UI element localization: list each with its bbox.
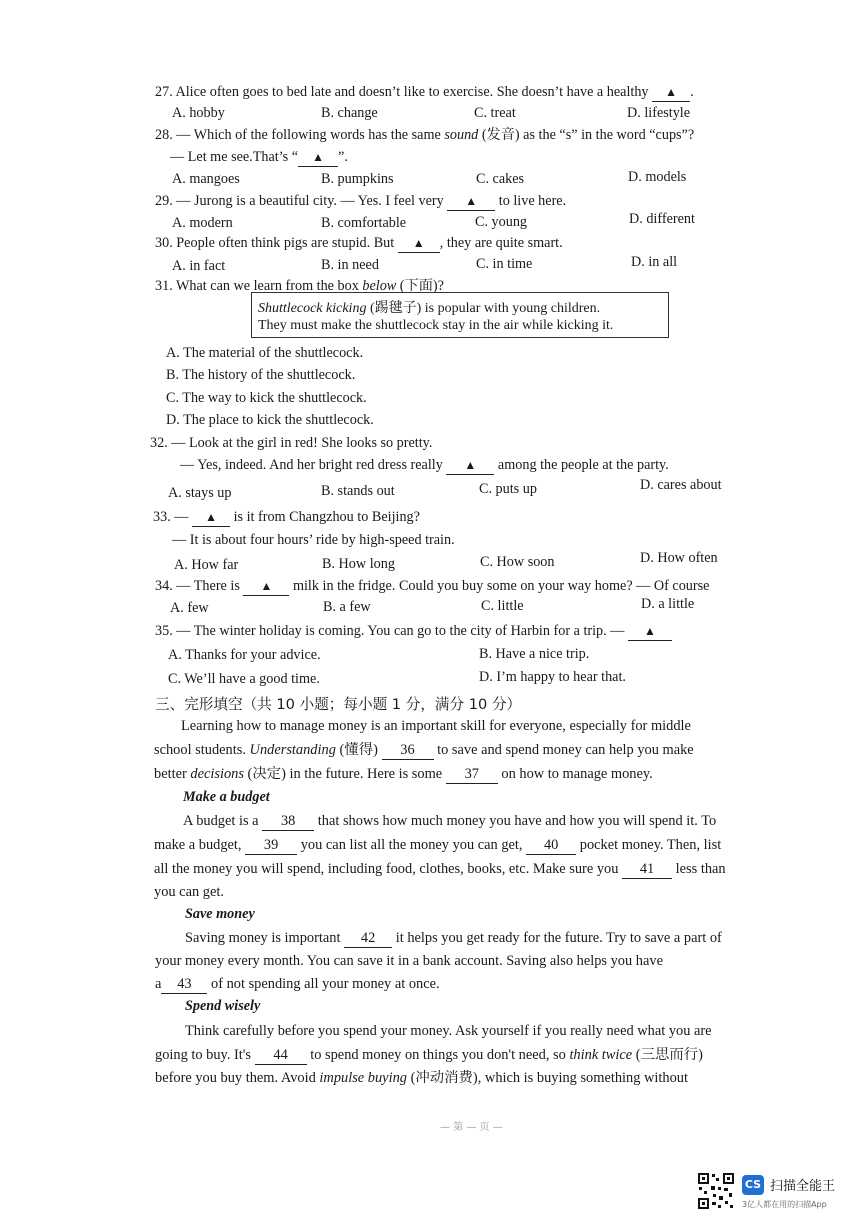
- p3-l3b: of not spending all your money at once.: [211, 976, 440, 992]
- passage-p2-line3: [154, 860, 726, 879]
- q31-text: 31. What can we learn from the box: [155, 278, 359, 294]
- p1-l3-italic: decisions: [190, 766, 244, 782]
- q28-option-c[interactable]: C. cakes: [476, 171, 525, 187]
- q34-blank: ▲: [243, 577, 289, 596]
- p1-l3c: on how to manage money.: [501, 766, 653, 782]
- q28-line2b: ”.: [338, 149, 348, 165]
- q35-blank: ▲: [628, 622, 672, 641]
- q35-option-d[interactable]: D. I’m happy to hear that.: [479, 669, 626, 685]
- q28-line2: [170, 148, 348, 167]
- q32-stem: 32. — Look at the girl in red! She looks so pretty.: [150, 435, 433, 451]
- q28-option-d[interactable]: D. models: [628, 169, 687, 185]
- brand-name: 扫描全能王: [770, 1179, 836, 1194]
- q27-text: 27. Alice often goes to bed late and doesn’t like to exercise. She doesn’t have a healthy: [155, 84, 649, 100]
- q35-option-a[interactable]: A. Thanks for your advice.: [168, 647, 321, 663]
- q31-option-b[interactable]: B. The history of the shuttlecock.: [166, 367, 356, 383]
- q29-stem: [155, 192, 566, 211]
- cloze-blank-38[interactable]: 38: [262, 812, 314, 831]
- passage-p3-line1: [185, 929, 722, 948]
- passage-p2-line1: [183, 812, 716, 831]
- cloze-blank-44[interactable]: 44: [255, 1046, 307, 1065]
- cloze-blank-40[interactable]: 40: [526, 836, 576, 855]
- q32-option-a[interactable]: A. stays up: [168, 485, 232, 501]
- q31-box-text1: (踢毽子) is popular with young children.: [369, 301, 601, 316]
- cloze-blank-36[interactable]: 36: [382, 741, 434, 760]
- q31-option-a[interactable]: A. The material of the shuttlecock.: [166, 345, 364, 361]
- p2-l2c: pocket money. Then, list: [579, 837, 722, 853]
- q33-stem: [153, 508, 420, 527]
- q35-text: 35. — The winter holiday is coming. You can go to the city of Harbin for a trip. —: [155, 623, 625, 639]
- q34-option-a[interactable]: A. few: [170, 600, 209, 616]
- q35-option-c[interactable]: C. We’ll have a good time.: [168, 671, 320, 687]
- q33-option-d[interactable]: D. How often: [640, 550, 718, 566]
- q29-text: 29. — Jurong is a beautiful city. — Yes. I feel very: [155, 193, 444, 209]
- q27-option-d[interactable]: D. lifestyle: [627, 105, 691, 121]
- q29-option-d[interactable]: D. different: [629, 211, 695, 227]
- q31-box-line2: They must make the shuttlecock stay in the air while kicking it.: [258, 318, 614, 333]
- q33-line2: — It is about four hours’ ride by high-speed train.: [172, 532, 455, 548]
- p4-l2b: to spend money on things you don't need, so: [310, 1047, 566, 1063]
- p1-l2c: to save and spend money can help you make: [437, 742, 694, 758]
- q32-blank: ▲: [446, 456, 494, 475]
- q28-text2: (发音) as the “s” in the word “cups”?: [481, 127, 695, 143]
- q29-option-a[interactable]: A. modern: [172, 215, 233, 231]
- cloze-blank-37[interactable]: 37: [446, 765, 498, 784]
- p2-l1b: that shows how much money you have and how you will spend it. To: [317, 813, 717, 829]
- q34-option-d[interactable]: D. a little: [641, 596, 695, 612]
- q35-stem: [155, 622, 672, 641]
- q32-line2a: — Yes, indeed. And her bright red dress really: [180, 457, 443, 473]
- cloze-blank-42[interactable]: 42: [344, 929, 392, 948]
- passage-p2-line2: [154, 836, 721, 855]
- passage-p3-line3: [155, 975, 440, 994]
- q34-option-b[interactable]: B. a few: [323, 599, 371, 615]
- q28-option-a[interactable]: A. mangoes: [172, 171, 240, 187]
- passage-p1-line1: Learning how to manage money is an important skill for everyone, especially for middle: [181, 718, 691, 734]
- q32-line2b: among the people at the party.: [497, 457, 669, 473]
- q31-box-line1: [258, 297, 600, 317]
- p1-l2-italic: Understanding: [249, 742, 336, 758]
- q32-option-b[interactable]: B. stands out: [321, 483, 395, 499]
- q28-line2a: — Let me see.That’s “: [170, 149, 299, 165]
- p1-l2b: (懂得): [339, 742, 378, 758]
- q28-sound: sound: [444, 127, 479, 143]
- q28-blank: ▲: [298, 148, 338, 167]
- q29-end: to live here.: [498, 193, 567, 209]
- page-marker: — 第 — 页 —: [440, 1122, 503, 1133]
- heading-spend-wisely: Spend wisely: [185, 998, 261, 1014]
- p3-l1a: Saving money is important: [185, 930, 341, 946]
- q29-option-c[interactable]: C. young: [475, 214, 528, 230]
- q32-option-d[interactable]: D. cares about: [640, 477, 722, 493]
- p4-l3a: before you buy them. Avoid: [155, 1070, 316, 1086]
- p1-l3a: better: [154, 766, 187, 782]
- passage-p4-line3: [155, 1069, 688, 1087]
- q30-option-d[interactable]: D. in all: [631, 254, 678, 270]
- passage-p1-line2: [154, 741, 694, 760]
- passage-p4-line1: Think carefully before you spend your money. Ask yourself if you really need what you are: [185, 1023, 712, 1039]
- section-3-heading: 三、完形填空（共 10 小题；每小题 1 分，满分 10 分）: [155, 696, 522, 713]
- q34-stem: [155, 577, 709, 596]
- p4-l3b: (冲动消费), which is buying something without: [410, 1070, 688, 1086]
- q30-stem: [155, 234, 563, 253]
- p1-l2a: school students.: [154, 742, 246, 758]
- q30-blank: ▲: [398, 234, 440, 253]
- p1-l3b: (决定) in the future. Here is some: [247, 766, 443, 782]
- p4-l3-italic: impulse buying: [319, 1070, 407, 1086]
- q32-option-c[interactable]: C. puts up: [479, 481, 537, 497]
- p3-l1b: it helps you get ready for the future. Try to save a part of: [395, 930, 722, 946]
- q33-option-b[interactable]: B. How long: [322, 556, 395, 572]
- q27-blank: ▲: [652, 83, 690, 102]
- q30-option-c[interactable]: C. in time: [476, 256, 533, 272]
- q34-option-c[interactable]: C. little: [481, 598, 524, 614]
- q30-option-a[interactable]: A. in fact: [172, 258, 226, 274]
- p4-l2c: (三思而行): [635, 1047, 703, 1063]
- q34-text-b: milk in the fridge. Could you buy some on your way home? — Of course: [292, 578, 710, 594]
- q33-blank: ▲: [192, 508, 230, 527]
- q28-stem: [155, 126, 694, 144]
- q31-option-c[interactable]: C. The way to kick the shuttlecock.: [166, 390, 367, 406]
- heading-save-money: Save money: [185, 906, 255, 922]
- q30-text: 30. People often think pigs are stupid. But: [155, 235, 395, 251]
- q33-text-a: 33. —: [153, 509, 189, 525]
- p2-l3b: less than: [675, 861, 726, 877]
- p2-l1a: A budget is a: [183, 813, 259, 829]
- q28-option-b[interactable]: B. pumpkins: [321, 171, 394, 187]
- q35-option-b[interactable]: B. Have a nice trip.: [479, 646, 590, 662]
- q31-text2: (下面)?: [399, 278, 444, 294]
- p4-l2-italic: think twice: [569, 1047, 633, 1063]
- p2-l2a: make a budget,: [154, 837, 242, 853]
- cloze-blank-39[interactable]: 39: [245, 836, 297, 855]
- brand-tagline: 3亿人都在用的扫描App: [742, 1200, 827, 1209]
- q30-option-b[interactable]: B. in need: [321, 257, 379, 273]
- passage-p1-line3: [154, 765, 653, 784]
- passage-p4-line2: [155, 1046, 703, 1065]
- p2-l3a: all the money you will spend, including food, clothes, books, etc. Make sure you: [154, 861, 619, 877]
- q27-stem: [155, 83, 694, 102]
- passage-p3-line2: your money every month. You can save it in a bank account. Saving also helps you have: [155, 953, 663, 969]
- q33-option-a[interactable]: A. How far: [174, 557, 239, 573]
- q29-option-b[interactable]: B. comfortable: [321, 215, 407, 231]
- p3-l3a: a: [155, 976, 162, 992]
- p4-l2a: going to buy. It's: [155, 1047, 251, 1063]
- q27-option-b[interactable]: B. change: [321, 105, 378, 121]
- passage-p2-line4: you can get.: [154, 884, 224, 900]
- q27-option-a[interactable]: A. hobby: [172, 105, 225, 121]
- q33-text-b: is it from Changzhou to Beijing?: [233, 509, 420, 525]
- cloze-blank-43[interactable]: 43: [161, 975, 207, 994]
- q30-end: , they are quite smart.: [439, 235, 563, 251]
- heading-make-a-budget: Make a budget: [183, 789, 270, 805]
- q32-line2: [180, 456, 669, 475]
- q31-text-box: [251, 292, 669, 338]
- p2-l2b: you can list all the money you can get,: [300, 837, 523, 853]
- q34-text-a: 34. — There is: [155, 578, 240, 594]
- cloze-blank-41[interactable]: 41: [622, 860, 672, 879]
- q28-text: 28. — Which of the following words has the same: [155, 127, 441, 143]
- camscanner-logo: CS: [742, 1175, 764, 1195]
- q27-option-c[interactable]: C. treat: [474, 105, 516, 121]
- q31-box-italic: Shuttlecock kicking: [258, 301, 367, 316]
- q31-below: below: [362, 278, 397, 294]
- q33-option-c[interactable]: C. How soon: [480, 554, 555, 570]
- q31-option-d[interactable]: D. The place to kick the shuttlecock.: [166, 412, 374, 428]
- q29-blank: ▲: [447, 192, 495, 211]
- q27-end: .: [690, 84, 694, 100]
- qr-code-icon: [697, 1172, 735, 1210]
